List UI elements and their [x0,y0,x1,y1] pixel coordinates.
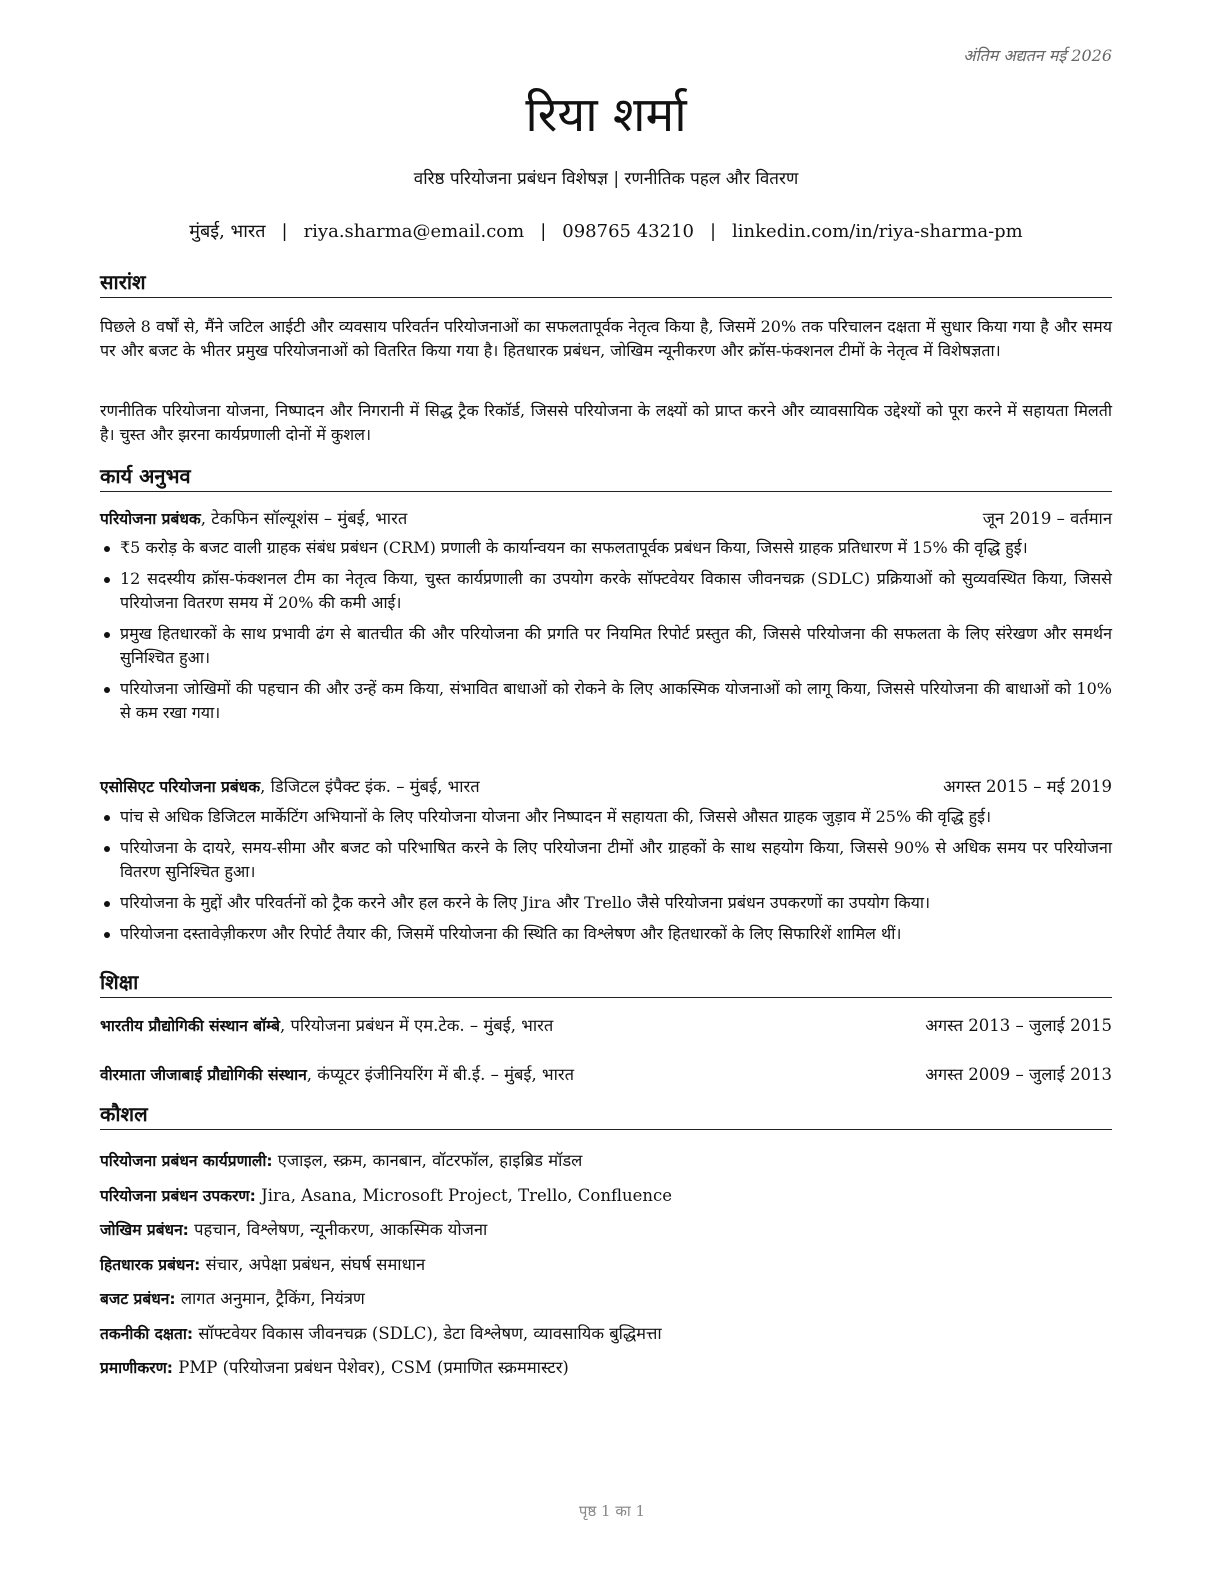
job-org: , डिजिटल इंपैक्ट इंक. – मुंबई, भारत [260,777,480,796]
list-item: परियोजना जोखिमों की पहचान की और उन्हें कम किया, संभावित बाधाओं को रोकने के लिए आकस्मिक योजनाओं को लागू किया, जिससे परियोजना की बाधाओं को 10% से कम रखा गया। [100,677,1112,725]
summary-paragraph: पिछले 8 वर्षों से, मैंने जटिल आईटी और व्यवसाय परिवर्तन परियोजनाओं का सफलतापूर्वक नेतृत्व किया है, जिसमें 20% तक परिचालन दक्षता में सुधार किया गया है और समय पर और बजट के भीतर प्रमुख परियोजनाओं को वितरित किया गया है। हितधारक प्रबंधन, जोखिम न्यूनीकरण और क्रॉस-फंक्शनल टीमों के नेतृत्व में विशेषज्ञता। [100,317,1112,360]
phone-number: 098765 43210 [562,221,694,242]
skills-heading: कौशल [100,1100,1112,1130]
education-title-line [100,1063,574,1087]
education-heading: शिक्षा [100,968,1112,998]
last-updated: अंतिम अद्यतन मई 2026 [963,46,1112,65]
linkedin-link[interactable]: linkedin.com/in/riya-sharma-pm [732,221,1023,242]
education-entry [100,1063,1112,1087]
page-number: पृष्ठ 1 का 1 [578,1502,646,1520]
candidate-name: रिया शर्मा [525,87,687,143]
skill-label: परियोजना प्रबंधन उपकरण: [100,1186,256,1205]
education-entry [100,1014,1112,1038]
list-item: प्रमुख हितधारकों के साथ प्रभावी ढंग से बातचीत की और परियोजना की प्रगति पर नियमित रिपोर्ट प्रस्तुत की, जिससे परियोजना की सफलता के लिए संरेखण और समर्थन सुनिश्चित हुआ। [100,622,1112,670]
skill-value: लागत अनुमान, ट्रैकिंग, नियंत्रण [175,1289,365,1308]
email-link[interactable]: riya.sharma@email.com [303,221,525,242]
skill-label: तकनीकी दक्षता: [100,1324,194,1343]
job-bullets [100,536,1112,725]
job-header [100,775,1112,799]
education-dates: अगस्त 2013 – जुलाई 2015 [925,1016,1112,1035]
job-dates: अगस्त 2015 – मई 2019 [943,777,1112,796]
job-title-line [100,775,480,799]
skill-value: एजाइल, स्क्रम, कानबान, वॉटरफॉल, हाइब्रिड मॉडल [272,1151,583,1170]
job-title-line [100,507,407,531]
summary-heading: सारांश [100,268,1112,298]
skill-row [100,1351,1112,1386]
skill-row [100,1317,1112,1352]
skill-value: PMP (परियोजना प्रबंधन पेशेवर), CSM (प्रमाणित स्क्रममास्टर) [172,1358,569,1377]
skill-value: सॉफ्टवेयर विकास जीवनचक्र (SDLC), डेटा विश्लेषण, व्यावसायिक बुद्धिमत्ता [193,1323,662,1343]
location: मुंबई, भारत [189,221,266,242]
skill-value: संचार, अपेक्षा प्रबंधन, संघर्ष समाधान [200,1254,426,1274]
contact-line [100,219,1112,245]
skill-row [100,1248,1112,1283]
skill-row [100,1179,1112,1214]
job-dates: जून 2019 – वर्तमान [982,509,1112,528]
list-item: 12 सदस्यीय क्रॉस-फंक्शनल टीम का नेतृत्व किया, चुस्त कार्यप्रणाली का उपयोग करके सॉफ्टवेयर विकास जीवनचक्र (SDLC) प्रक्रियाओं को सुव्यवस्थित किया, जिससे परियोजना वितरण समय में 20% की कमी आई। [100,567,1112,615]
list-item: परियोजना के दायरे, समय-सीमा और बजट को परिभाषित करने के लिए परियोजना टीमों और ग्राहकों के साथ सहयोग किया, जिससे 90% से अधिक समय पर परियोजना वितरण सुनिश्चित हुआ। [100,836,1112,884]
job-role: परियोजना प्रबंधक [100,510,201,528]
job-header [100,507,1112,531]
school-name: भारतीय प्रौद्योगिकी संस्थान बॉम्बे [100,1017,281,1035]
candidate-tagline: वरिष्ठ परियोजना प्रबंधन विशेषज्ञ | रणनीतिक पहल और वितरण [413,169,799,189]
skill-label: हितधारक प्रबंधन: [100,1255,201,1274]
skill-row [100,1282,1112,1317]
education-dates: अगस्त 2009 – जुलाई 2013 [925,1065,1112,1084]
contact-separator: | [540,221,547,242]
summary-paragraph: रणनीतिक परियोजना योजना, निष्पादन और निगरानी में सिद्ध ट्रैक रिकॉर्ड, जिससे परियोजना के लक्ष्यों को प्राप्त करने और व्यावसायिक उद्देश्यों को पूरा करने में सहायता मिलती है। चुस्त और झरना कार्यप्रणाली दोनों में कुशल। [100,401,1112,444]
experience-heading: कार्य अनुभव [100,462,1112,492]
list-item: परियोजना दस्तावेज़ीकरण और रिपोर्ट तैयार की, जिसमें परियोजना की स्थिति का विश्लेषण और हितधारकों के लिए सिफारिशें शामिल थीं। [100,922,1112,946]
list-item: ₹5 करोड़ के बजट वाली ग्राहक संबंध प्रबंधन (CRM) प्रणाली के कार्यान्वयन का सफलतापूर्वक प्रबंधन किया, जिससे ग्राहक प्रतिधारण में 15% की वृद्धि हुई। [100,536,1112,560]
skills-list [100,1144,1112,1386]
skill-label: प्रमाणीकरण: [100,1359,173,1377]
skill-row [100,1144,1112,1179]
contact-separator: | [281,221,288,242]
skill-value: Jira, Asana, Microsoft Project, Trello, Confluence [255,1185,672,1205]
skill-row [100,1213,1112,1248]
skill-value: पहचान, विश्लेषण, न्यूनीकरण, आकस्मिक योजना [188,1220,488,1239]
skill-label: परियोजना प्रबंधन कार्यप्रणाली: [100,1152,273,1170]
list-item: परियोजना के मुद्दों और परिवर्तनों को ट्रैक करने और हल करने के लिए Jira और Trello जैसे परियोजना प्रबंधन उपकरणों का उपयोग किया। [100,891,1112,915]
list-item: पांच से अधिक डिजिटल मार्केटिंग अभियानों के लिए परियोजना योजना और निष्पादन में सहायता की, जिससे औसत ग्राहक जुड़ाव में 25% की वृद्धि हुई। [100,805,1112,829]
education-title-line [100,1014,553,1038]
contact-separator: | [709,221,717,242]
degree-detail: , कंप्यूटर इंजीनियरिंग में बी.ई. – मुंबई, भारत [306,1065,575,1084]
job-bullets [100,805,1112,946]
degree-detail: , परियोजना प्रबंधन में एम.टेक. – मुंबई, भारत [280,1016,554,1035]
skill-label: बजट प्रबंधन: [100,1290,176,1308]
job-role: एसोसिएट परियोजना प्रबंधक [100,778,261,796]
school-name: वीरमाता जीजाबाई प्रौद्योगिकी संस्थान [100,1066,307,1084]
job-org: , टेकफिन सॉल्यूशंस – मुंबई, भारत [200,509,408,528]
skill-label: जोखिम प्रबंधन: [100,1221,189,1239]
